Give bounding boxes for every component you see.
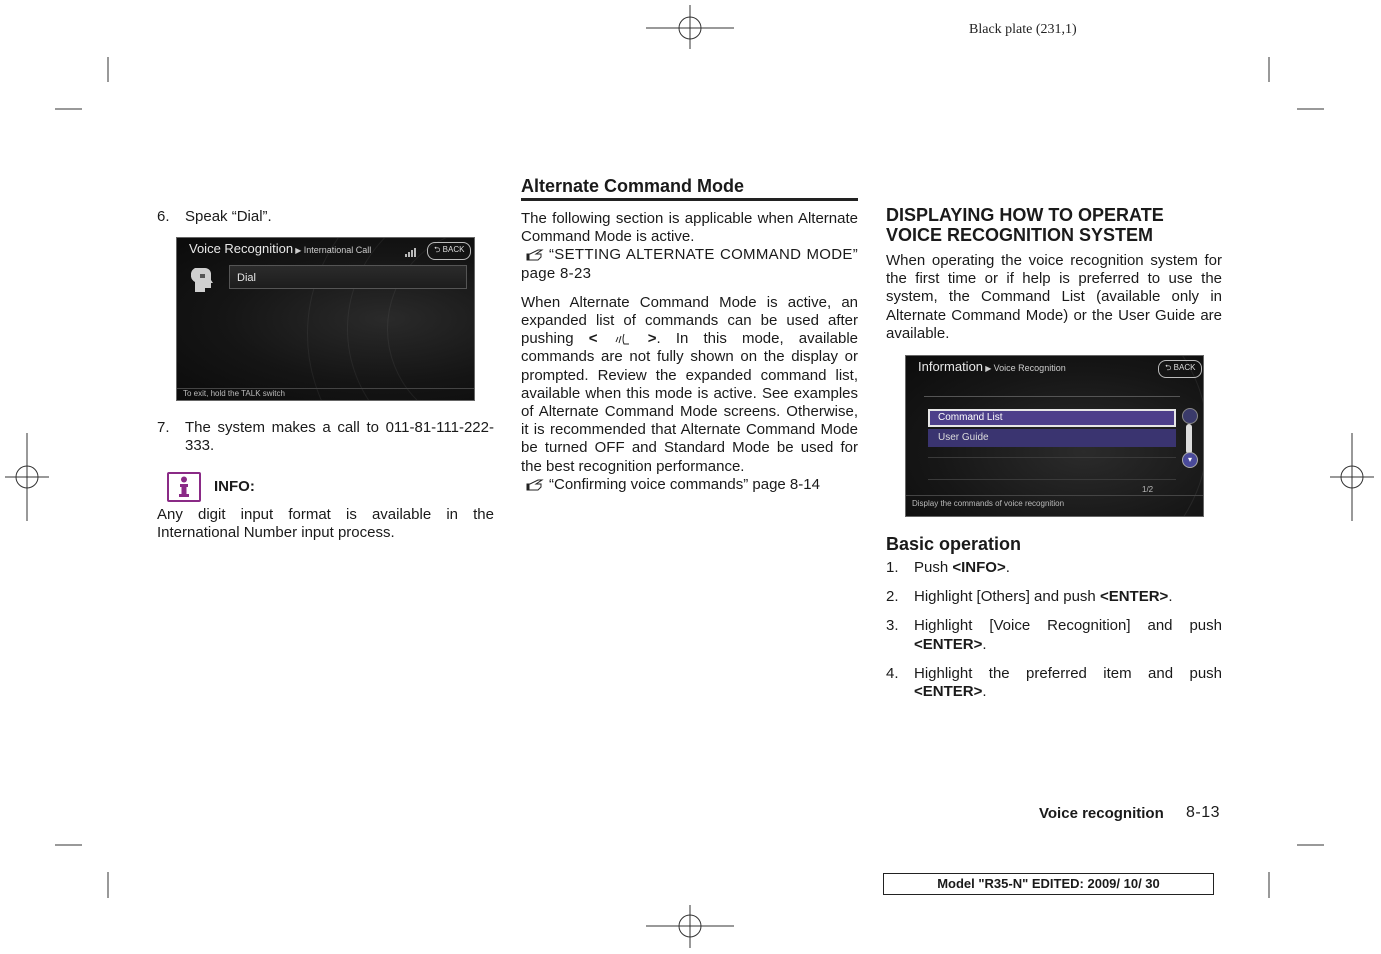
step-1 [886,559,1222,577]
step-4 [886,665,1222,701]
step-number: 3. [886,617,899,635]
talk-icon [613,332,633,346]
reference-text: “Confirming voice commands” page 8-14 [549,475,820,493]
step-6 [157,208,494,226]
menu-item-label: User Guide [938,432,989,443]
scroll-up-icon[interactable] [1182,408,1198,424]
section-heading [521,176,858,201]
scrollbar[interactable] [1186,424,1192,454]
menu-list [924,396,1180,493]
reference-setting-alternate[interactable] [521,246,858,282]
footer-section-title: Voice recognition [1039,805,1164,822]
paragraph-alternate-active [521,294,858,476]
signal-icon [405,244,419,254]
step-text: Highlight [Others] and push [914,588,1100,606]
step-text: Speak “Dial”. [185,208,272,225]
menu-item-label: Dial [237,272,256,284]
screen-title: Voice Recognition [189,241,294,256]
step-text: . [1168,588,1173,606]
hand-pointer-icon [521,247,549,261]
step-text: . [982,635,987,653]
menu-item-dial[interactable] [229,265,467,289]
step-text: . [1005,559,1010,576]
screen-title: Information [918,359,984,374]
voice-button-symbol: < > [588,330,657,348]
info-label: INFO: [214,478,255,495]
basic-operation-heading: Basic operation [886,534,1022,554]
key-label: <ENTER> [914,683,983,701]
step-2 [886,588,1222,606]
paragraph-part: . In this mode, available commands are not fully shown on the display or prompted. Review the expanded command list, available when this mode is active. See examples of Alternate Command Mode screens. Otherwise, it is recommended that Alternate Command Mode be turned OFF and Standard Mode be used for the best recognition performance. [521,330,858,475]
step-7 [157,419,494,455]
plate-label: Black plate (231,1) [969,22,1077,37]
left-column-lower [157,419,494,455]
back-button[interactable]: ⮌ BACK [1158,360,1202,378]
key-label: <ENTER> [1099,588,1169,606]
screen-subtitle: International Call [303,245,372,255]
step-number: 4. [886,664,899,682]
info-icon [167,472,201,502]
step-text: Push [914,559,953,576]
information-screen: Information ▶ Voice Recognition ⮌ BACK Command List User Guide ▾ 1/2 Display the commands of voice recognition [905,355,1204,517]
page-indicator: 1/2 [1142,485,1154,494]
middle-column [521,210,858,494]
step-number: 7. [157,419,170,436]
model-edited-box: Model "R35-N" EDITED: 2009/ 10/ 30 [883,873,1214,895]
basic-operation-steps [886,559,1222,701]
step-number: 1. [886,559,899,576]
back-button[interactable]: ⮌ BACK [427,242,471,260]
page-number: 8-13 [1186,804,1221,821]
back-label: BACK [1173,363,1196,372]
voice-recognition-screen: Voice Recognition ▶ International Call ⮌ BACK Dial To exit, hold the TALK switch [176,237,475,401]
menu-item-label: Command List [938,412,1003,423]
step-number: 6. [157,208,170,225]
menu-item-user-guide[interactable] [928,429,1176,447]
hand-pointer-icon [521,477,549,491]
screen-footer: To exit, hold the TALK switch [183,389,285,398]
scroll-down-icon[interactable]: ▾ [1182,452,1198,468]
heading-line: VOICE RECOGNITION SYSTEM [886,225,1154,245]
screen-footer: Display the commands of voice recognition [912,499,1065,508]
key-label: <INFO> [952,559,1006,576]
step-text: Highlight the preferred item and push [914,664,1222,682]
displaying-paragraph: When operating the voice recognition system for the first time or if help is preferred to use the system, the Command List (available only in Alternate Command Mode) or the User Guide are available. [886,252,1222,342]
left-column [157,208,494,226]
reference-confirming[interactable] [521,476,858,494]
back-label: BACK [442,245,465,254]
menu-item-command-list[interactable] [928,409,1176,427]
screen-subtitle: Voice Recognition [993,363,1066,373]
heading-line: DISPLAYING HOW TO OPERATE [886,205,1164,225]
step-text: The system makes a call to 011-81-111-222-333. [185,419,494,455]
displaying-heading [886,205,1226,245]
step-number: 2. [886,588,899,606]
reference-text: “SETTING ALTERNATE COMMAND MODE” page 8-23 [521,246,858,282]
step-3 [886,617,1222,653]
paragraph-applicable: The following section is applicable when Alternate Command Mode is active. [521,210,858,246]
key-label: <ENTER> [914,635,983,653]
step-text: . [982,683,987,701]
paragraph-part: When Alternate Command Mode is active, an expanded list of commands can be used after pushing [521,293,858,348]
alternate-command-mode-heading: Alternate Command Mode [521,176,745,196]
head-icon [191,266,213,292]
step-text: Highlight [Voice Recognition] and push [914,617,1222,635]
info-text: Any digit input format is available in the International Number input process. [157,506,494,542]
